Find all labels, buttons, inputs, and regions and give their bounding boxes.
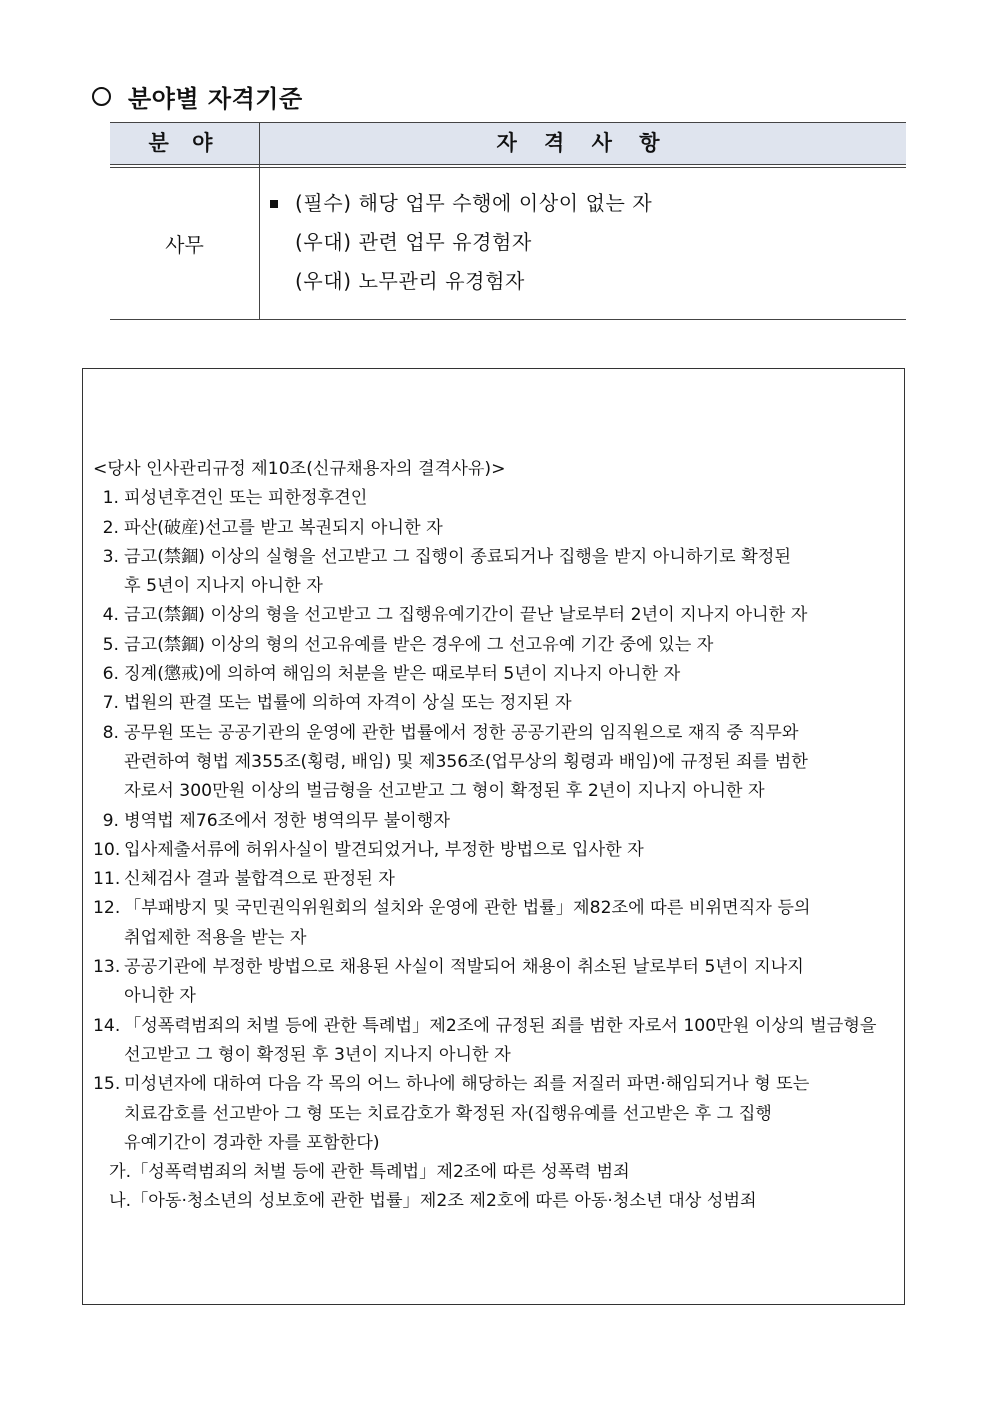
- rule-text: 공무원 또는 공공기관의 운영에 관한 법률에서 정한 공공기관의 임직원으로 재직 중 직무와: [124, 722, 799, 743]
- rule-text: 법원의 판결 또는 법률에 의하여 자격이 상실 또는 정지된 자: [124, 693, 572, 714]
- rule-list: [93, 484, 893, 1158]
- rule-text: 「부패방지 및 국민권익위원회의 설치와 운영에 관한 법률」제82조에 따른 비위면직자 등의: [124, 898, 811, 919]
- rule-number: 5.: [102, 634, 119, 655]
- rule-sub-item: 가.「성폭력범죄의 처벌 등에 관한 특례법」제2조에 따른 성폭력 범죄: [109, 1162, 630, 1183]
- rule-text: 금고(禁錮) 이상의 형의 선고유예를 받은 경우에 그 선고유예 기간 중에 있는 자: [124, 634, 714, 655]
- qualification-line: [268, 184, 888, 223]
- rule-text: 후 5년이 지나지 아니한 자: [124, 576, 323, 597]
- rule-number: 9.: [102, 810, 119, 831]
- section-title: 분야별 자격기준: [128, 84, 303, 113]
- cell-qualifications: [268, 184, 888, 301]
- rule-text: 치료감호를 선고받아 그 형 또는 치료감호가 확정된 자(집행유예를 선고받은 후 그 집행: [124, 1103, 772, 1124]
- rule-item: [93, 631, 893, 660]
- header-divider: [110, 164, 906, 165]
- rule-item: [93, 1070, 893, 1158]
- rule-number: 3.: [102, 546, 119, 567]
- rule-sub-list: [93, 1158, 893, 1217]
- rule-text: 관련하여 형법 제355조(횡령, 배임) 및 제356조(업무상의 횡령과 배임)에 규정된 죄를 범한: [124, 751, 808, 772]
- section-heading: [92, 80, 303, 112]
- rule-sub-item: 나.「아동·청소년의 성보호에 관한 법률」제2조 제2호에 따른 아동·청소년 대상 성범죄: [109, 1191, 757, 1212]
- rule-item: [93, 894, 893, 953]
- rule-number: 14.: [93, 1015, 121, 1036]
- rule-text: 자로서 300만원 이상의 벌금형을 선고받고 그 형이 확정된 후 2년이 지나지 아니한 자: [124, 781, 765, 802]
- rule-text: 미성년자에 대하여 다음 각 목의 어느 하나에 해당하는 죄를 저질러 파면·해임되거나 형 또는: [124, 1074, 810, 1095]
- rule-title: <당사 인사관리규정 제10조(신규채용자의 결격사유)>: [93, 459, 506, 479]
- rule-text: 병역법 제76조에서 정한 병역의무 불이행자: [124, 810, 450, 831]
- rule-number: 11.: [93, 869, 121, 890]
- qualification-table: [110, 122, 906, 320]
- rule-item: [93, 514, 893, 543]
- qualification-text: (필수) 해당 업무 수행에 이상이 없는 자: [295, 191, 653, 215]
- rule-text: 입사제출서류에 허위사실이 발견되었거나, 부정한 방법으로 입사한 자: [124, 839, 644, 860]
- rule-text: 취업제한 적용을 받는 자: [124, 927, 307, 948]
- rule-text: 파산(破産)선고를 받고 복권되지 아니한 자: [124, 517, 443, 538]
- rule-text: 선고받고 그 형이 확정된 후 3년이 지나지 아니한 자: [124, 1044, 511, 1065]
- header-field: 분 야: [148, 131, 221, 155]
- rule-number: 6.: [102, 664, 119, 685]
- square-bullet-icon: [270, 200, 278, 208]
- rule-item: [93, 484, 893, 513]
- rule-text: 신체검사 결과 불합격으로 판정된 자: [124, 869, 395, 890]
- rule-number: 15.: [93, 1074, 121, 1095]
- qualification-line: [268, 223, 888, 262]
- rule-number: 4.: [102, 605, 119, 626]
- rule-text: 공공기관에 부정한 방법으로 채용된 사실이 적발되어 채용이 취소된 날로부터 5년이 지나지: [124, 957, 804, 978]
- rule-item: [93, 543, 893, 602]
- rule-content: [93, 455, 893, 1217]
- rule-number: 2.: [102, 517, 119, 538]
- disqualification-box: [82, 368, 905, 1305]
- circle-bullet-icon: [92, 87, 111, 106]
- rule-item: [93, 689, 893, 718]
- rule-number: 10.: [93, 839, 121, 860]
- rule-text: 피성년후견인 또는 피한정후견인: [124, 488, 368, 509]
- rule-text: 금고(禁錮) 이상의 실형을 선고받고 그 집행이 종료되거나 집행을 받지 아니하기로 확정된: [124, 546, 791, 567]
- rule-number: 8.: [102, 722, 119, 743]
- rule-item: [93, 719, 893, 807]
- qualification-line: [268, 262, 888, 301]
- cell-field: 사무: [165, 233, 204, 257]
- rule-item: [93, 660, 893, 689]
- rule-item: [93, 865, 893, 894]
- rule-text: 「성폭력범죄의 처벌 등에 관한 특례법」제2조에 규정된 죄를 범한 자로서 100만원 이상의 벌금형을: [124, 1015, 877, 1036]
- rule-item: [93, 953, 893, 1012]
- qualification-text: (우대) 노무관리 유경험자: [295, 269, 525, 293]
- rule-item: [93, 807, 893, 836]
- rule-number: 13.: [93, 957, 121, 978]
- rule-number: 1.: [102, 488, 119, 509]
- rule-text: 금고(禁錮) 이상의 형을 선고받고 그 집행유예기간이 끝난 날로부터 2년이 지나지 아니한 자: [124, 605, 808, 626]
- rule-item: [93, 836, 893, 865]
- header-qualification: 자 격 사 항: [496, 131, 670, 155]
- rule-number: 7.: [102, 693, 119, 714]
- qualification-text: (우대) 관련 업무 유경험자: [295, 230, 532, 254]
- table-bottom-border: [110, 319, 906, 320]
- rule-text: 아니한 자: [124, 986, 196, 1007]
- rule-text: 유예기간이 경과한 자를 포함한다): [124, 1132, 380, 1153]
- rule-text: 징계(懲戒)에 의하여 해임의 처분을 받은 때로부터 5년이 지나지 아니한 자: [124, 664, 681, 685]
- rule-item: [93, 601, 893, 630]
- rule-number: 12.: [93, 898, 121, 919]
- rule-item: [93, 1012, 893, 1071]
